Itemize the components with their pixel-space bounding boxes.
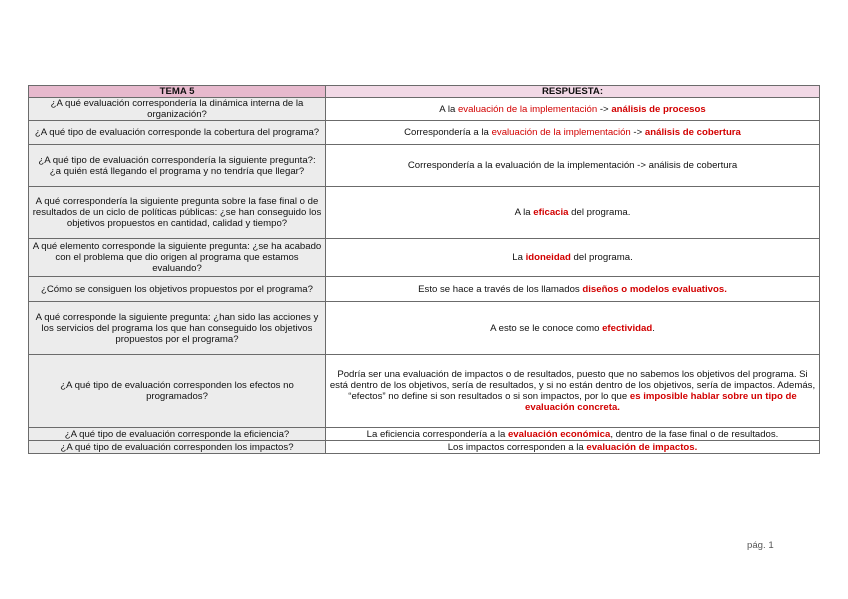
answer-text: . [652,322,655,334]
answer-text: , dentro de la fase final o de resultados. [610,428,779,440]
answer-text: Correspondería a la [404,127,492,138]
question-cell: ¿A qué evaluación correspondería la dinámica interna de la organización? [29,98,326,121]
answer-text: Correspondería a la evaluación de la implementación -> análisis de cobertura [407,160,738,171]
answer-cell [326,302,820,355]
answer-cell [326,428,820,441]
highlighted-text: análisis de procesos [611,103,706,115]
answer-cell [326,121,820,145]
answer-cell [326,187,820,239]
table-row [29,277,820,302]
answer-text: La [512,252,526,263]
answer-cell [326,98,820,121]
question-cell: A qué correspondería la siguiente pregunta sobre la fase final o de resultados de un ciclo de políticas públicas: ¿se han conseguido los objetivos propuestos en cantidad, calidad y tiempo? [29,187,326,239]
table-row [29,441,820,454]
header-question: TEMA 5 [29,86,326,98]
answer-text: del programa. [568,207,631,218]
highlighted-text: efectividad [602,322,653,334]
table-row [29,98,820,121]
answer-cell [326,277,820,302]
answer-text: La eficiencia correspondería a la [366,428,508,440]
highlighted-text: evaluación económica [507,428,611,440]
question-cell: A qué elemento corresponde la siguiente pregunta: ¿se ha acabado con el problema que dio origen al programa que estamos evaluando? [29,239,326,277]
question-cell: ¿A qué tipo de evaluación corresponde la cobertura del programa? [29,121,326,145]
table-row [29,428,820,441]
highlighted-text: eficacia [533,207,569,218]
answer-text: -> [597,103,612,115]
highlighted-text: diseños o modelos evaluativos. [582,283,727,295]
answer-text: Esto se hace a través de los llamados [418,283,583,295]
table-row [29,187,820,239]
answer-cell [326,145,820,187]
answer-text: A esto se le conoce como [490,322,603,334]
table-header-row [29,86,820,98]
page-number: pág. 1 [747,540,774,551]
highlighted-text: evaluación de la implementación [491,127,631,138]
table-row [29,239,820,277]
question-cell: ¿A qué tipo de evaluación corresponde la eficiencia? [29,428,326,441]
answer-text: Los impactos corresponden a la [447,441,587,453]
question-cell: ¿A qué tipo de evaluación corresponden los impactos? [29,441,326,454]
question-cell: ¿Cómo se consiguen los objetivos propuestos por el programa? [29,277,326,302]
question-cell: ¿A qué tipo de evaluación correspondería la siguiente pregunta?: ¿a quién está llegando el programa y no tendría que llegar? [29,145,326,187]
answer-text: A la [439,103,458,115]
qa-table [28,85,820,454]
table-row [29,145,820,187]
highlighted-text: evaluación de la implementación [457,103,598,115]
answer-cell [326,355,820,428]
answer-text: -> [630,127,645,138]
table-row [29,121,820,145]
question-cell: A qué corresponde la siguiente pregunta: ¿han sido las acciones y los servicios del programa los que han conseguido los objetivos propuestos por el programa? [29,302,326,355]
table-row [29,355,820,428]
answer-cell [326,239,820,277]
highlighted-text: idoneidad [525,252,571,263]
answer-text: A la [514,207,534,218]
table-row [29,302,820,355]
highlighted-text: evaluación de impactos. [586,441,698,453]
question-cell: ¿A qué tipo de evaluación corresponden los efectos no programados? [29,355,326,428]
answer-text: Podría ser una evaluación de impactos o de resultados, puesto que no sabemos los objetivos del programa. Si está dentro de los objetivos, sería de resultados, y si no están dentro de los objetivos, sería de impactos. Además, “efectos” no define si son resultados o si son impactos, por lo que [329,369,816,402]
answer-text: del programa. [570,252,633,263]
highlighted-text: es imposible hablar sobre un tipo de evaluación concreta. [525,391,797,413]
highlighted-text: análisis de cobertura [644,127,741,138]
answer-cell [326,441,820,454]
header-answer: RESPUESTA: [326,86,820,98]
